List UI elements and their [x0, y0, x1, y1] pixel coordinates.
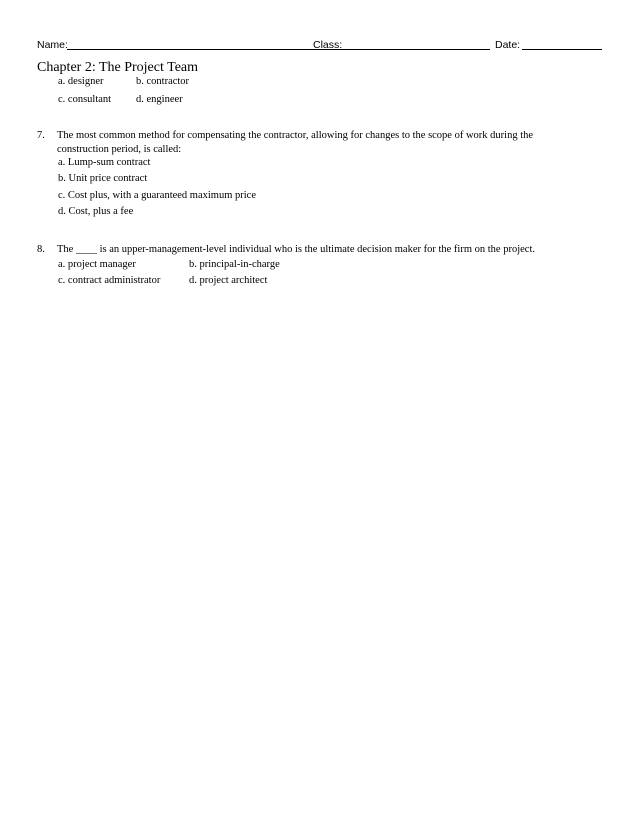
option-c: c. contract administrator	[58, 275, 161, 286]
option-d: d. engineer	[136, 94, 183, 105]
option-a: a. Lump-sum contract	[58, 157, 151, 168]
name-field-blank[interactable]	[67, 49, 345, 50]
question-text: The ____ is an upper-management-level individual who is the ultimate decision maker for the firm on the project.	[57, 244, 535, 255]
option-a: a. project manager	[58, 259, 136, 270]
option-d: d. project architect	[189, 275, 268, 286]
date-field-blank[interactable]	[522, 49, 602, 50]
name-label: Name:	[37, 39, 68, 51]
date-label: Date:	[495, 39, 521, 51]
question-text: The most common method for compensating the contractor, allowing for changes to the scope of work during the	[57, 130, 534, 141]
header-line	[37, 38, 602, 52]
class-field-blank[interactable]	[342, 49, 490, 50]
question-text-continued: construction period, is called:	[57, 144, 182, 155]
option-b: b. Unit price contract	[58, 173, 148, 184]
question-number: 8.	[37, 244, 45, 255]
chapter-title: Chapter 2: The Project Team	[37, 60, 199, 75]
option-d: d. Cost, plus a fee	[58, 206, 134, 217]
option-a: a. designer	[58, 76, 104, 87]
option-b: b. contractor	[136, 76, 190, 87]
option-b: b. principal-in-charge	[189, 259, 280, 270]
question-number: 7.	[37, 130, 45, 141]
option-c: c. Cost plus, with a guaranteed maximum price	[58, 190, 256, 201]
class-label: Class:	[313, 39, 343, 51]
option-c: c. consultant	[58, 94, 112, 105]
